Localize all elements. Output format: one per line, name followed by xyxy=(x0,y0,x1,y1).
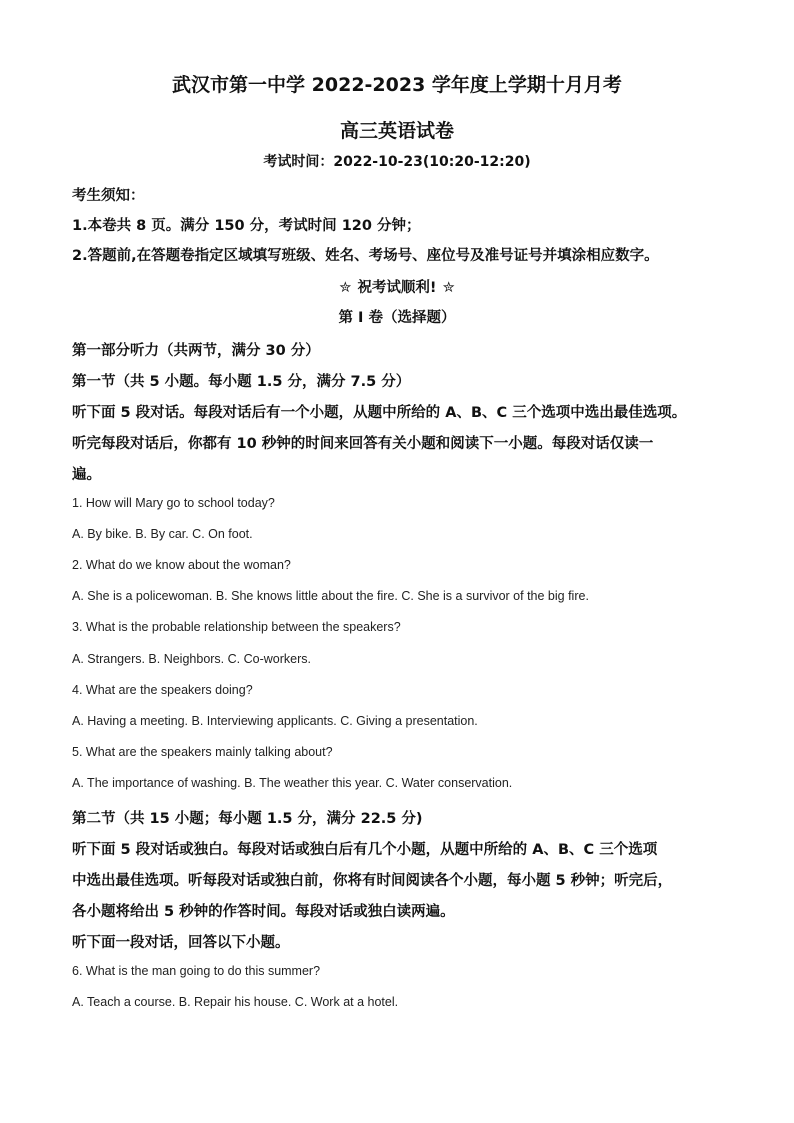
star-icon: ✮ xyxy=(442,280,455,296)
section1-heading: 第一节（共 5 小题。每小题 1.5 分，满分 7.5 分） xyxy=(72,374,411,390)
question-text: 5. What are the speakers mainly talking about? xyxy=(72,745,333,759)
section1-instruction: 遍。 xyxy=(72,467,101,483)
blessing xyxy=(0,276,794,297)
question-text: 1. How will Mary go to school today? xyxy=(72,496,275,510)
notice-item: 2.答题前,在答题卷指定区域填写班级、姓名、考场号、座位号及准号证号并填涂相应数字。 xyxy=(72,248,659,264)
blessing-text: 祝考试顺利! xyxy=(357,280,437,296)
question-options: A. She is a policewoman. B. She knows little about the fire. C. She is a survivor of the big fire. xyxy=(72,589,589,603)
question-options: A. By bike. B. By car. C. On foot. xyxy=(72,527,253,541)
question-text: 3. What is the probable relationship between the speakers? xyxy=(72,620,401,634)
question-options: A. Having a meeting. B. Interviewing applicants. C. Giving a presentation. xyxy=(72,714,478,728)
section2-sub-instruction: 听下面一段对话，回答以下小题。 xyxy=(72,935,290,951)
section2-instruction: 听下面 5 段对话或独白。每段对话或独白后有几个小题，从题中所给的 A、B、C 三个选项 xyxy=(72,842,658,858)
section2-heading: 第二节（共 15 小题；每小题 1.5 分，满分 22.5 分) xyxy=(72,811,423,827)
notice-heading: 考生须知： xyxy=(72,188,145,204)
section1-instruction: 听下面 5 段对话。每段对话后有一个小题，从题中所给的 A、B、C 三个选项中选出最佳选项。 xyxy=(72,405,687,421)
volume-heading: 第 I 卷（选择题） xyxy=(338,310,456,326)
question-options: A. Teach a course. B. Repair his house. C. Work at a hotel. xyxy=(72,995,399,1009)
part1-heading: 第一部分听力（共两节，满分 30 分） xyxy=(72,343,320,359)
exam-subtitle: 高三英语试卷 xyxy=(339,120,454,142)
question-options: A. Strangers. B. Neighbors. C. Co-workers. xyxy=(72,652,311,666)
section1-instruction: 听完每段对话后，你都有 10 秒钟的时间来回答有关小题和阅读下一小题。每段对话仅读一 xyxy=(72,436,654,452)
section2-instruction: 各小题将给出 5 秒钟的作答时间。每段对话或独白读两遍。 xyxy=(72,904,455,920)
question-text: 6. What is the man going to do this summer? xyxy=(72,964,321,978)
question-options: A. The importance of washing. B. The weather this year. C. Water conservation. xyxy=(72,776,513,790)
star-icon: ✮ xyxy=(339,280,352,296)
question-text: 4. What are the speakers doing? xyxy=(72,683,253,697)
exam-title: 武汉市第一中学 2022-2023 学年度上学期十月月考 xyxy=(172,74,622,96)
question-text: 2. What do we know about the woman? xyxy=(72,558,291,572)
section2-instruction: 中选出最佳选项。听每段对话或独白前，你将有时间阅读各个小题，每小题 5 秒钟；听完后， xyxy=(72,873,673,889)
exam-time: 考试时间：2022-10-23(10:20-12:20) xyxy=(263,154,531,170)
notice-item: 1.本卷共 8 页。满分 150 分，考试时间 120 分钟； xyxy=(72,218,421,234)
